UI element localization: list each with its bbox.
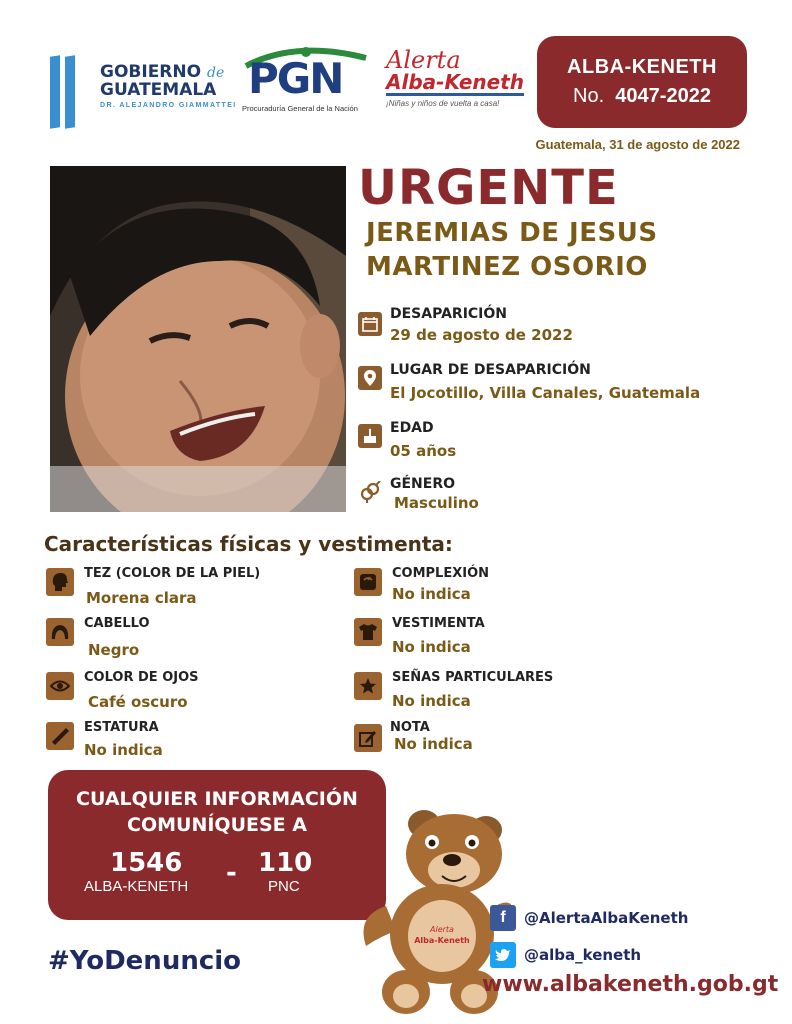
gobierno-line2: GUATEMALA (100, 80, 217, 100)
shirt-icon (354, 618, 382, 646)
info-label: EDAD (390, 420, 434, 436)
contact-line2: COMUNÍQUESE A (127, 814, 307, 836)
person-name-line2: MARTINEZ OSORIO (366, 252, 648, 282)
note-edit-icon (354, 724, 382, 752)
alerta-logo-line2: Alba-Keneth (386, 70, 525, 94)
eye-icon (46, 672, 74, 700)
char-value: No indica (392, 638, 471, 656)
info-label: LUGAR DE DESAPARICIÓN (390, 362, 591, 378)
char-value: Morena clara (86, 589, 197, 607)
svg-text:Alba-Keneth: Alba-Keneth (414, 936, 470, 945)
case-title: ALBA-KENETH (567, 56, 717, 78)
facebook-icon: f (490, 905, 516, 931)
pgn-logo (236, 44, 376, 114)
gobierno-de: de (207, 65, 225, 81)
contact-line1: CUALQUIER INFORMACIÓN (76, 788, 358, 810)
characteristics-title: Características físicas y vestimenta: (44, 532, 453, 556)
info-value: El Jocotillo, Villa Canales, Guatemala (390, 384, 701, 402)
char-label: CABELLO (84, 616, 150, 631)
website-link[interactable]: www.albakeneth.gob.gt (482, 972, 779, 997)
phone-label-alba-keneth: ALBA-KENETH (84, 878, 189, 895)
char-label: NOTA (390, 720, 430, 735)
gobierno-line3: DR. ALEJANDRO GIAMMATTEI (100, 102, 237, 109)
gender-icon (358, 480, 382, 504)
person-name-line1: JEREMIAS DE JESUS (366, 218, 658, 248)
phone-label-pnc: PNC (268, 878, 300, 895)
char-value: Café oscuro (88, 693, 188, 711)
char-label: VESTIMENTA (392, 616, 485, 631)
info-label: DESAPARICIÓN (390, 306, 508, 322)
facebook-link[interactable] (490, 905, 730, 933)
pgn-text: PGN (248, 54, 343, 103)
gobierno-line1: GOBIERNO (100, 62, 202, 82)
facebook-handle: @AlertaAlbaKeneth (524, 909, 689, 927)
pgn-subtitle: Procuraduría General de la Nación (242, 104, 358, 113)
case-number-box (537, 36, 747, 128)
alerta-logo (386, 48, 526, 108)
char-label: COLOR DE OJOS (84, 670, 199, 685)
twitter-link[interactable] (490, 942, 730, 970)
info-value: 05 años (390, 442, 457, 460)
location-pin-icon (358, 366, 382, 390)
hair-icon (46, 618, 74, 646)
char-value: Negro (88, 641, 140, 659)
twitter-handle: @alba_keneth (524, 946, 642, 964)
date-line: Guatemala, 31 de agosto de 2022 (535, 137, 740, 152)
char-value: No indica (392, 585, 471, 603)
child-photo (50, 166, 346, 512)
alerta-tagline: ¡Niñas y niños de vuelta a casa! (386, 99, 500, 108)
char-label: SEÑAS PARTICULARES (392, 670, 554, 685)
info-value: 29 de agosto de 2022 (390, 326, 573, 344)
info-label: GÉNERO (390, 476, 456, 492)
contact-separator: - (226, 858, 237, 888)
star-icon (354, 672, 382, 700)
scale-icon (354, 568, 382, 596)
alerta-logo-line1: Alerta (386, 46, 461, 74)
case-number: 4047-2022 (615, 85, 711, 107)
hashtag: #YoDenuncio (48, 946, 242, 976)
child-photo-image (50, 166, 346, 512)
char-label: TEZ (COLOR DE LA PIEL) (84, 566, 261, 581)
person-name (366, 216, 658, 284)
calendar-icon (358, 312, 382, 336)
twitter-icon (490, 942, 516, 968)
head-silhouette-icon (46, 568, 74, 596)
info-value: Masculino (394, 494, 479, 512)
ruler-icon (46, 722, 74, 750)
phone-number-pnc[interactable]: 110 (258, 848, 313, 878)
case-no-label: No. (573, 85, 605, 107)
char-label: COMPLEXIÓN (392, 566, 490, 581)
char-label: ESTATURA (84, 720, 159, 735)
urgente-heading: URGENTE (358, 160, 619, 216)
char-value: No indica (394, 735, 473, 753)
gobierno-logo-bars (50, 56, 90, 128)
char-value: No indica (392, 692, 471, 710)
char-value: No indica (84, 741, 163, 759)
svg-text:Alerta: Alerta (430, 925, 454, 934)
phone-number-alba-keneth[interactable]: 1546 (110, 848, 183, 878)
gobierno-logo (100, 64, 237, 109)
contact-box (48, 770, 386, 920)
cake-icon (358, 424, 382, 448)
